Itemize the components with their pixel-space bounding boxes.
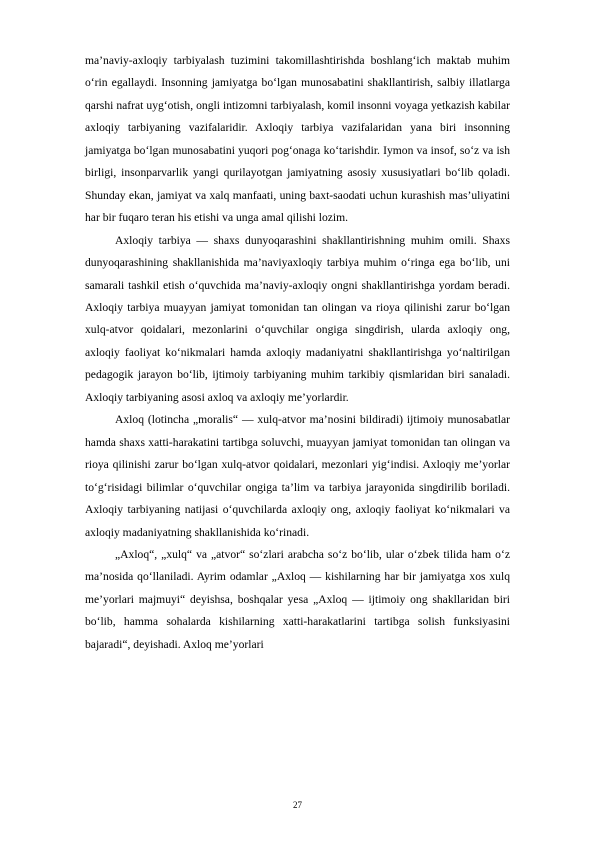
paragraph-continuation: ma’naviy-axloqiy tarbiyalash tuzimini takomillashtirishda boshlang‘ich maktab muhim o‘rin egallaydi. Insonning jamiyatga bo‘lgan munosabatini shakllantirish, salbiy illatlarga qarshi nafrat uyg‘otish, ongli intizomni tarbiyalash, komil insonni voyaga yetkazish kabilar axloqiy tarbiyaning vazifalaridir. Axloqiy tarbiya vazifalaridan yana biri insonning jamiyatga bo‘lgan munosabatini yuqori pog‘onaga ko‘tarishdir. Iymon va insof, so‘z va ish birligi, insonparvarlik yangi qurilayotgan jamiyatning asosiy xususiyatlari bo‘lib qoladi. Shunday ekan, jamiyat va xalq manfaati, uning baxt-saodati uchun kurashish mas’uliyatini har bir fuqaro teran his etishi va unga amal qilishi lozim. [85,54,510,225]
page-number: 27 [293,800,302,810]
body-text [85,50,510,656]
paragraph-axloq-etymology: „Axloq“, „xulq“ va „atvor“ so‘zlari arabcha so‘z bo‘lib, ular o‘zbek tilida ham o‘z ma’nosida qo‘llaniladi. Ayrim odamlar „Axloq — kishilarning har bir jamiyatga xos xulq me’yorlari majmuyi“ deyishsa, boshqalar yesa „Axloq — ijtimoiy ong shakllaridan biri bo‘lib, hamma sohalarda kishilarning xatti-harakatlarini tartibga solish funksiyasini bajaradi“, deyishadi. Axloq me’yorlari [85,547,510,651]
paragraph-axloq-definition: Axloq (lotincha „moralis“ — xulq-atvor ma’nosini bildiradi) ijtimoiy munosabatlar hamda shaxs xatti-harakatini tartibga soluvchi, muayyan jamiyat tomonidan tan olingan va rioya qilinishi zarur bo‘lgan xulq-atvor qoidalari, mezonlari yig‘indisi. Axloqiy me’yorlar to‘g‘risidagi bilimlar o‘quvchilar ongiga ta’lim va tarbiya jarayonida singdirilib boriladi. Axloqiy tarbiyaning natijasi o‘quvchilarda axloqiy ong, axloqiy faoliyat ko‘nikmalari va axloqiy madaniyatning shakllanishida ko‘rinadi. [85,413,510,539]
paragraph-axloqiy-tarbiya: Axloqiy tarbiya — shaxs dunyoqarashini shakllantirishning muhim omili. Shaxs dunyoqarashining shakllanishida ma’naviyaxloqiy tarbiya muhim o‘ringa ega bo‘lib, uni samarali tashkil etish o‘quvchida ma’naviy-axloqiy ongni shakllantirishga yordam beradi. Axloqiy tarbiya muayyan jamiyat tomonidan tan olingan va rioya qilinishi zarur bo‘lgan xulq-atvor qoidalari, mezonlarini o‘quvchilar ongiga singdirish, ularda axloqiy ong, axloqiy faoliyat ko‘nikmalari hamda axloqiy madaniyatni shakllantirishga yo‘naltirilgan pedagogik jarayon bo‘lib, ijtimoiy tarbiyaning muhim tarkibiy qismlaridan biri sanaladi. Axloqiy tarbiyaning asosi axloq va axloqiy me’yorlardir. [85,233,510,404]
